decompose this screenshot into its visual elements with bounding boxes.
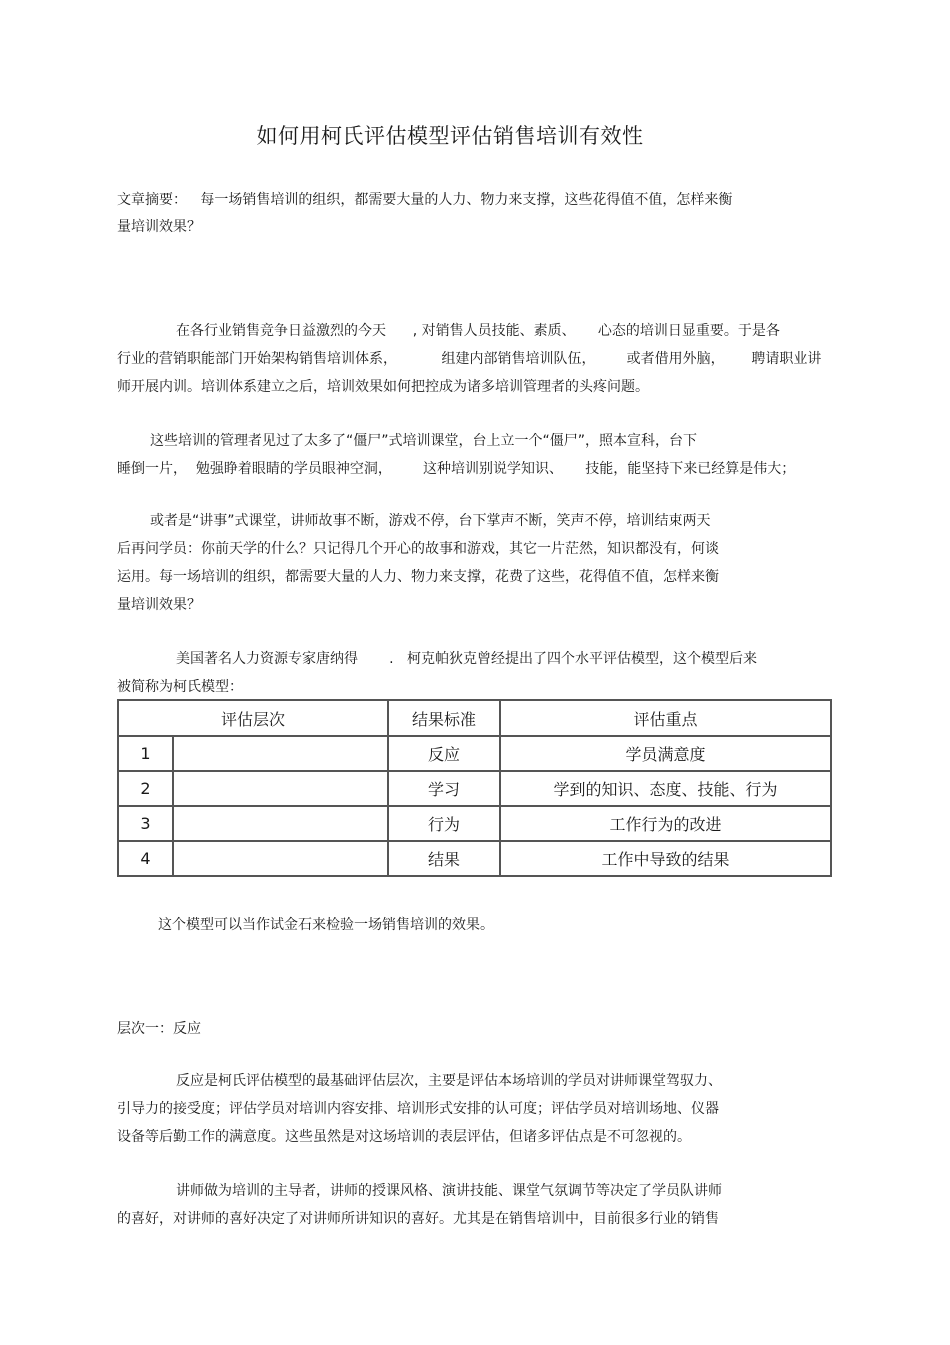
table-cell-focus: 学员满意度 xyxy=(500,736,831,771)
paragraph-line: 美国著名人力资源专家唐纳得 . 柯克帕狄克曾经提出了四个水平评估模型，这个模型后来 xyxy=(176,651,757,667)
table-cell-number: 1 xyxy=(118,736,173,771)
paragraph-line: 被简称为柯氏模型： xyxy=(117,679,243,695)
paragraph-line: 的喜好，对讲师的喜好决定了对讲师所讲知识的喜好。尤其是在销售培训中，目前很多行业的销售 xyxy=(117,1211,719,1227)
table-cell-number: 4 xyxy=(118,841,173,876)
paragraph-line: 或者是“讲事”式课堂，讲师故事不断，游戏不停，台下掌声不断，笑声不停，培训结束两天 xyxy=(150,513,711,529)
paragraph-line: 量培训效果？ xyxy=(117,597,201,613)
table-cell-level xyxy=(173,736,388,771)
table-cell-standard: 行为 xyxy=(388,806,500,841)
paragraph-line: 后再问学员：你前天学的什么？只记得几个开心的故事和游戏，其它一片茫然，知识都没有，何谈 xyxy=(117,541,719,557)
section-heading: 层次一：反应 xyxy=(117,1021,201,1037)
table-cell-number: 2 xyxy=(118,771,173,806)
abstract-line: 文章摘要： 每一场销售培训的组织，都需要大量的人力、物力来支撑，这些花得值不值，怎样来衡 xyxy=(117,192,733,208)
document-title: 如何用柯氏评估模型评估销售培训有效性 xyxy=(256,124,644,148)
paragraph-line: 睡倒一片， 勉强睁着眼睛的学员眼神空洞， 这种培训别说学知识、 技能，能坚持下来已经算是伟大； xyxy=(117,461,796,477)
paragraph-line: 引导力的接受度；评估学员对培训内容安排、培训形式安排的认可度；评估学员对培训场地、仪器 xyxy=(117,1101,719,1117)
table-header: 评估重点 xyxy=(500,700,831,736)
table-cell-standard: 反应 xyxy=(388,736,500,771)
paragraph-line: 行业的营销职能部门开始架构销售培训体系， 组建内部销售培训队伍， 或者借用外脑， 聘请职业讲 xyxy=(117,351,822,367)
table-cell-level xyxy=(173,771,388,806)
table-header: 结果标准 xyxy=(388,700,500,736)
paragraph-line: 师开展内训。培训体系建立之后，培训效果如何把控成为诸多培训管理者的头疼问题。 xyxy=(117,379,649,395)
kirkpatrick-model-table xyxy=(117,699,832,877)
paragraph-line: 在各行业销售竞争日益激烈的今天 , 对销售人员技能、素质、 心态的培训日显重要。于是各 xyxy=(176,323,780,339)
table-header-row xyxy=(118,700,831,736)
paragraph-line: 这些培训的管理者见过了太多了“僵尸”式培训课堂，台上立一个“僵尸”，照本宣科，台下 xyxy=(150,433,698,449)
paragraph-line: 反应是柯氏评估模型的最基础评估层次，主要是评估本场培训的学员对讲师课堂驾驭力、 xyxy=(176,1073,722,1089)
table-cell-standard: 学习 xyxy=(388,771,500,806)
table-cell-standard: 结果 xyxy=(388,841,500,876)
paragraph-line: 这个模型可以当作试金石来检验一场销售培训的效果。 xyxy=(158,917,494,933)
table-cell-focus: 工作中导致的结果 xyxy=(500,841,831,876)
table-header: 评估层次 xyxy=(118,700,388,736)
table-cell-focus: 工作行为的改进 xyxy=(500,806,831,841)
table-row xyxy=(118,841,831,876)
table-cell-level xyxy=(173,841,388,876)
paragraph-line: 运用。每一场培训的组织，都需要大量的人力、物力来支撑，花费了这些，花得值不值，怎样来衡 xyxy=(117,569,719,585)
paragraph-line: 讲师做为培训的主导者，讲师的授课风格、演讲技能、课堂气氛调节等决定了学员队讲师 xyxy=(176,1183,722,1199)
paragraph-line: 设备等后勤工作的满意度。这些虽然是对这场培训的表层评估，但诸多评估点是不可忽视的。 xyxy=(117,1129,691,1145)
table-row xyxy=(118,771,831,806)
table-cell-focus: 学到的知识、态度、技能、行为 xyxy=(500,771,831,806)
abstract-line: 量培训效果？ xyxy=(117,219,201,235)
table-row xyxy=(118,806,831,841)
table-row xyxy=(118,736,831,771)
table-cell-level xyxy=(173,806,388,841)
table-cell-number: 3 xyxy=(118,806,173,841)
